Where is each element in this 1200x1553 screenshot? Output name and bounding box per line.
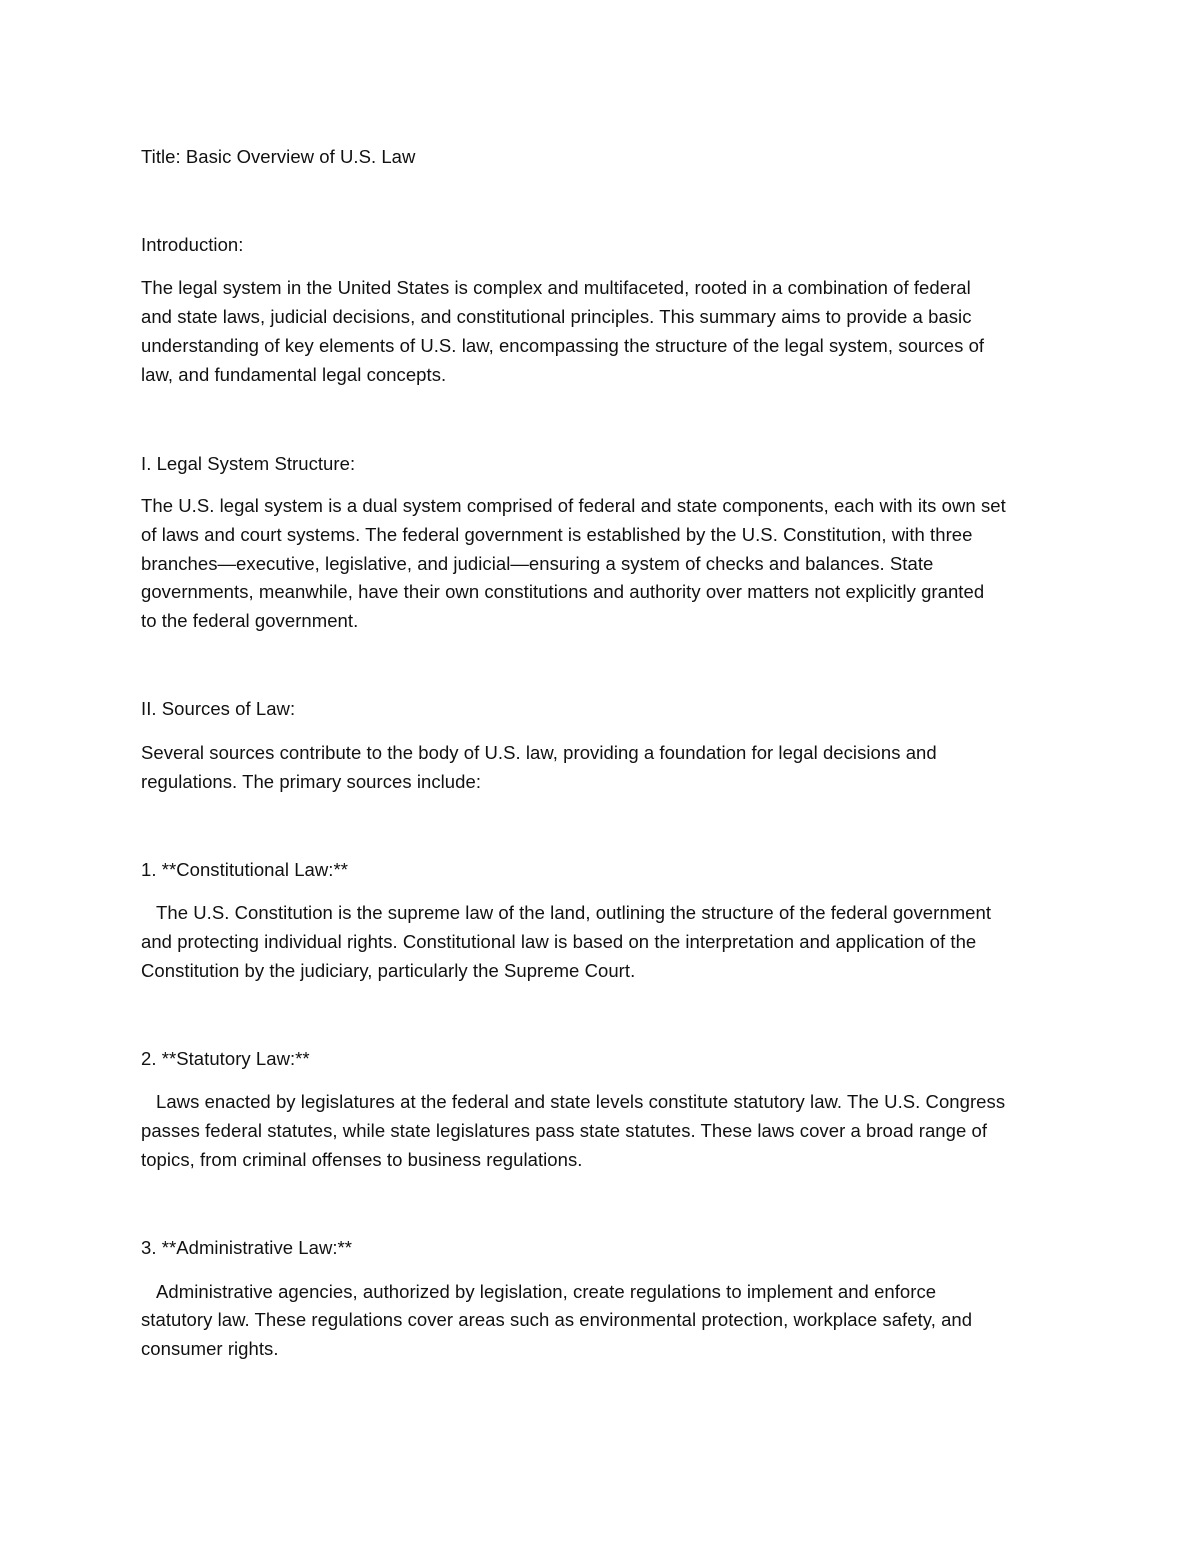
item2-line-1: Laws enacted by legislatures at the federal and state levels constitute statutory law. The U.S. Congress xyxy=(156,1091,1006,1112)
section2-line-2: regulations. The primary sources include: xyxy=(141,771,482,792)
item3-line-1: Administrative agencies, authorized by legislation, create regulations to implement and enforce xyxy=(156,1281,937,1302)
item2-heading: 2. **Statutory Law:** xyxy=(141,1048,310,1069)
intro-heading: Introduction: xyxy=(141,234,244,255)
intro-line-2: and state laws, judicial decisions, and constitutional principles. This summary aims to provide a basic xyxy=(141,306,972,327)
intro-line-3: understanding of key elements of U.S. law, encompassing the structure of the legal system, sources of xyxy=(141,335,985,356)
item2-line-3: topics, from criminal offenses to business regulations. xyxy=(141,1149,583,1170)
item2-line-2: passes federal statutes, while state legislatures pass state statutes. These laws cover a broad range of xyxy=(141,1120,988,1141)
section1-line-3: branches—executive, legislative, and judicial—ensuring a system of checks and balances. State xyxy=(141,553,934,574)
section1-heading: I. Legal System Structure: xyxy=(141,453,356,474)
section1-line-1: The U.S. legal system is a dual system comprised of federal and state components, each with its own set xyxy=(141,495,1006,516)
item1-heading: 1. **Constitutional Law:** xyxy=(141,859,348,880)
item1-line-2: and protecting individual rights. Constitutional law is based on the interpretation and application of the xyxy=(141,931,977,952)
item3-line-3: consumer rights. xyxy=(141,1338,279,1359)
item1-line-3: Constitution by the judiciary, particularly the Supreme Court. xyxy=(141,960,636,981)
item1-line-1: The U.S. Constitution is the supreme law of the land, outlining the structure of the federal government xyxy=(156,902,992,923)
intro-line-1: The legal system in the United States is complex and multifaceted, rooted in a combination of federal xyxy=(141,277,971,298)
intro-line-4: law, and fundamental legal concepts. xyxy=(141,364,447,385)
section1-line-2: of laws and court systems. The federal government is established by the U.S. Constitution, with three xyxy=(141,524,973,545)
section1-line-4: governments, meanwhile, have their own constitutions and authority over matters not explicitly granted xyxy=(141,581,985,602)
item3-line-2: statutory law. These regulations cover areas such as environmental protection, workplace safety, and xyxy=(141,1309,973,1330)
section2-line-1: Several sources contribute to the body of U.S. law, providing a foundation for legal decisions and xyxy=(141,742,937,763)
item3-heading: 3. **Administrative Law:** xyxy=(141,1237,353,1258)
section2-heading: II. Sources of Law: xyxy=(141,698,296,719)
section1-line-5: to the federal government. xyxy=(141,610,359,631)
document-title: Title: Basic Overview of U.S. Law xyxy=(141,146,416,167)
